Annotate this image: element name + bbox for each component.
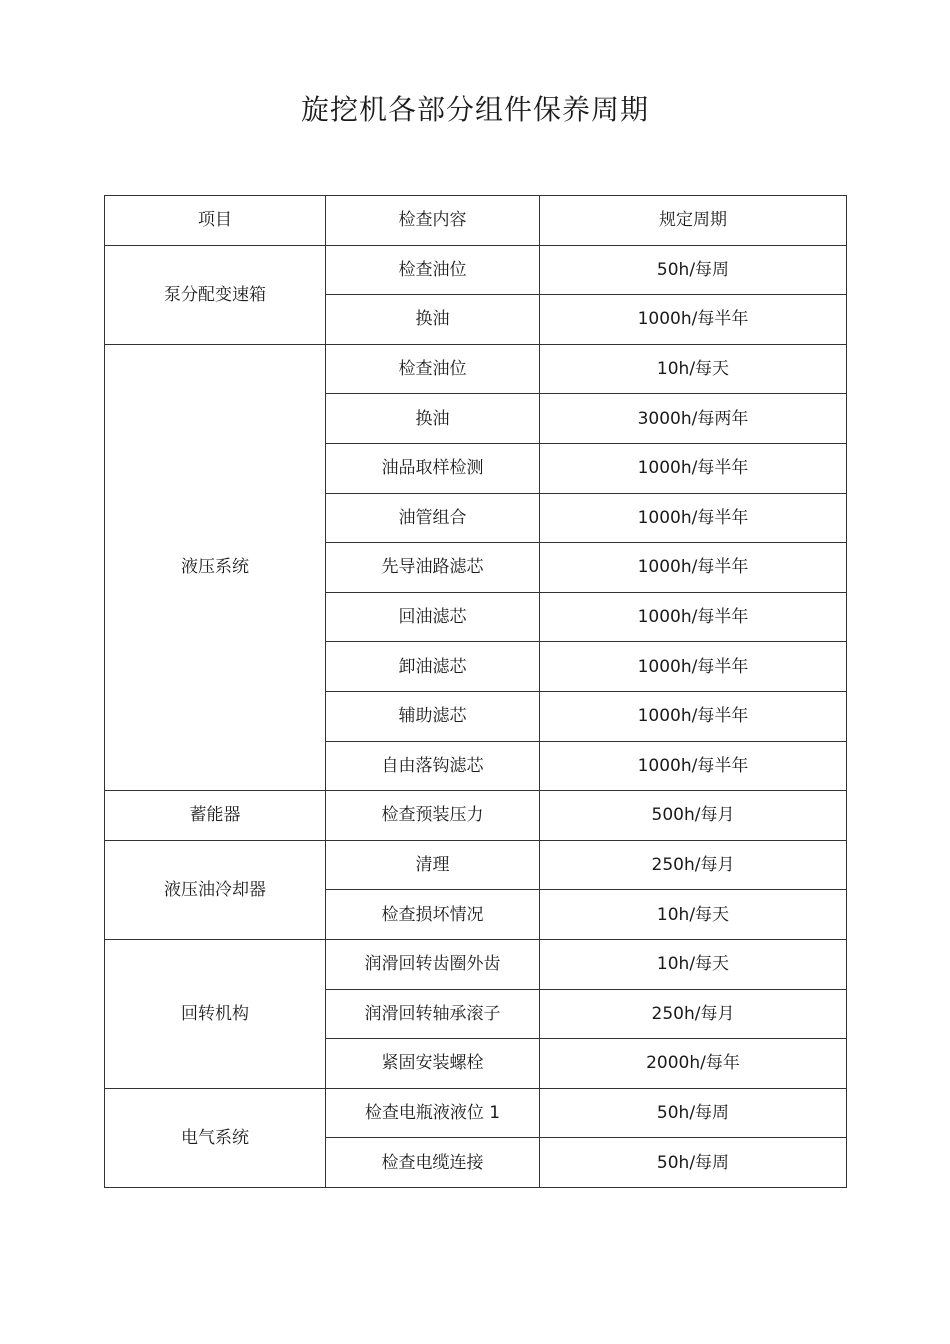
- content-cell: 换油: [326, 295, 540, 345]
- content-cell: 油品取样检测: [326, 443, 540, 493]
- period-cell: 50h/每周: [540, 245, 847, 295]
- content-cell: 紧固安装螺栓: [326, 1039, 540, 1089]
- period-cell: 1000h/每半年: [540, 741, 847, 791]
- content-cell: 润滑回转齿圈外齿: [326, 939, 540, 989]
- period-cell: 3000h/每两年: [540, 394, 847, 444]
- content-cell: 先导油路滤芯: [326, 543, 540, 593]
- maintenance-schedule-table: [104, 195, 847, 1188]
- period-cell: 10h/每天: [540, 344, 847, 394]
- header-row: [105, 196, 847, 246]
- table-row: [105, 245, 847, 295]
- table-row: [105, 791, 847, 841]
- content-cell: 清理: [326, 840, 540, 890]
- item-cell: 液压油冷却器: [105, 840, 326, 939]
- period-cell: 50h/每周: [540, 1088, 847, 1138]
- period-cell: 250h/每月: [540, 989, 847, 1039]
- period-cell: 2000h/每年: [540, 1039, 847, 1089]
- header-item: 项目: [105, 196, 326, 246]
- content-cell: 润滑回转轴承滚子: [326, 989, 540, 1039]
- item-cell: 回转机构: [105, 939, 326, 1088]
- content-cell: 检查损坏情况: [326, 890, 540, 940]
- page-title: 旋挖机各部分组件保养周期: [300, 93, 649, 126]
- period-cell: 1000h/每半年: [540, 642, 847, 692]
- content-cell: 检查油位: [326, 245, 540, 295]
- content-cell: 油管组合: [326, 493, 540, 543]
- content-cell: 检查预装压力: [326, 791, 540, 841]
- header-period: 规定周期: [540, 196, 847, 246]
- period-cell: 1000h/每半年: [540, 592, 847, 642]
- period-cell: 1000h/每半年: [540, 443, 847, 493]
- table-row: [105, 1088, 847, 1138]
- period-cell: 500h/每月: [540, 791, 847, 841]
- content-cell: 回油滤芯: [326, 592, 540, 642]
- item-cell: 蓄能器: [105, 791, 326, 841]
- table-row: [105, 840, 847, 890]
- content-cell: 自由落钩滤芯: [326, 741, 540, 791]
- period-cell: 1000h/每半年: [540, 295, 847, 345]
- header-content: 检查内容: [326, 196, 540, 246]
- item-cell: 电气系统: [105, 1088, 326, 1187]
- period-cell: 10h/每天: [540, 890, 847, 940]
- period-cell: 1000h/每半年: [540, 543, 847, 593]
- period-cell: 1000h/每半年: [540, 691, 847, 741]
- table-row: [105, 939, 847, 989]
- content-cell: 辅助滤芯: [326, 691, 540, 741]
- content-cell: 检查电瓶液液位 1: [326, 1088, 540, 1138]
- item-cell: 泵分配变速箱: [105, 245, 326, 344]
- content-cell: 卸油滤芯: [326, 642, 540, 692]
- period-cell: 250h/每月: [540, 840, 847, 890]
- period-cell: 1000h/每半年: [540, 493, 847, 543]
- content-cell: 换油: [326, 394, 540, 444]
- item-cell: 液压系统: [105, 344, 326, 790]
- period-cell: 10h/每天: [540, 939, 847, 989]
- content-cell: 检查电缆连接: [326, 1138, 540, 1188]
- table-row: [105, 344, 847, 394]
- content-cell: 检查油位: [326, 344, 540, 394]
- table-body: [105, 196, 847, 1188]
- period-cell: 50h/每周: [540, 1138, 847, 1188]
